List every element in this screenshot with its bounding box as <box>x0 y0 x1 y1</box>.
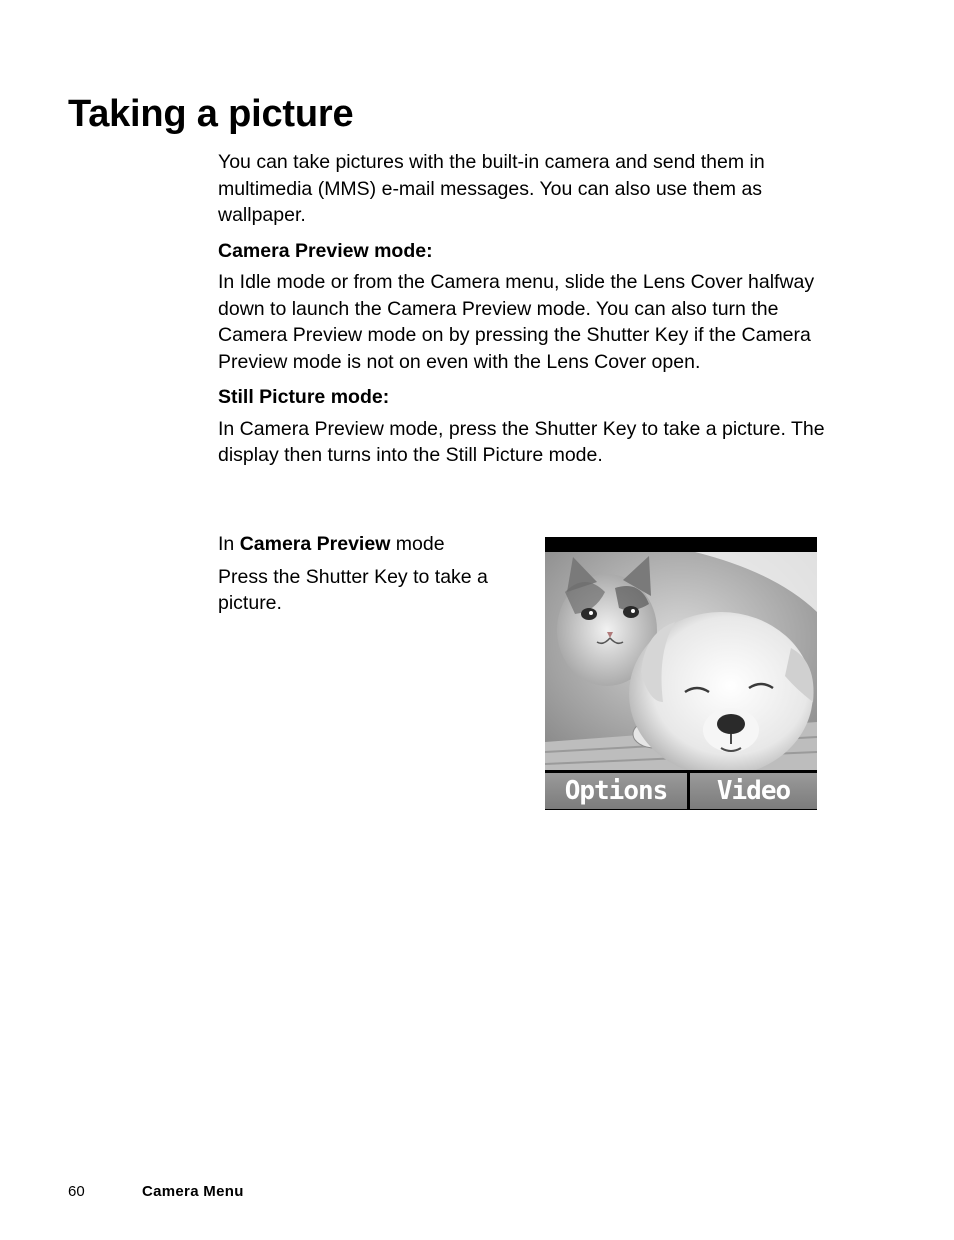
page-title: Taking a picture <box>68 93 354 135</box>
still-picture-paragraph: In Camera Preview mode, press the Shutter Key to take a picture. The display then turns into the Still Picture mode. <box>218 417 825 466</box>
options-softkey-button[interactable]: Options <box>545 773 687 809</box>
instruction-mode-line <box>218 531 528 558</box>
instruction-block <box>218 531 528 617</box>
phone-screen-illustration <box>545 537 817 810</box>
page-number: 60 <box>68 1183 85 1200</box>
camera-preview-paragraph: In Idle mode or from the Camera menu, slide the Lens Cover halfway down to launch the Camera Preview mode. You can also turn the Camera Preview mode on by pressing the Shutter Key if the Camera Preview mode is not on even with the Lens Cover open. <box>218 271 815 373</box>
softkey-bar <box>545 770 817 810</box>
instruction-suffix: mode <box>390 533 445 555</box>
camera-preview-heading: Camera Preview mode: <box>218 239 433 262</box>
intro-paragraph: You can take pictures with the built-in camera and send them in multimedia (MMS) e-mail messages. You can also use them as wallpaper. <box>218 151 765 226</box>
instruction-step: Press the Shutter Key to take a picture. <box>218 565 488 614</box>
kitten-and-puppy-image <box>545 552 817 770</box>
still-picture-heading: Still Picture mode: <box>218 386 390 408</box>
main-content <box>218 149 828 478</box>
camera-preview-photo <box>545 552 817 770</box>
footer-section-title: Camera Menu <box>142 1183 244 1200</box>
instruction-mode-name: Camera Preview <box>239 533 391 555</box>
video-softkey-button[interactable]: Video <box>690 773 817 809</box>
instruction-prefix: In <box>218 533 240 555</box>
